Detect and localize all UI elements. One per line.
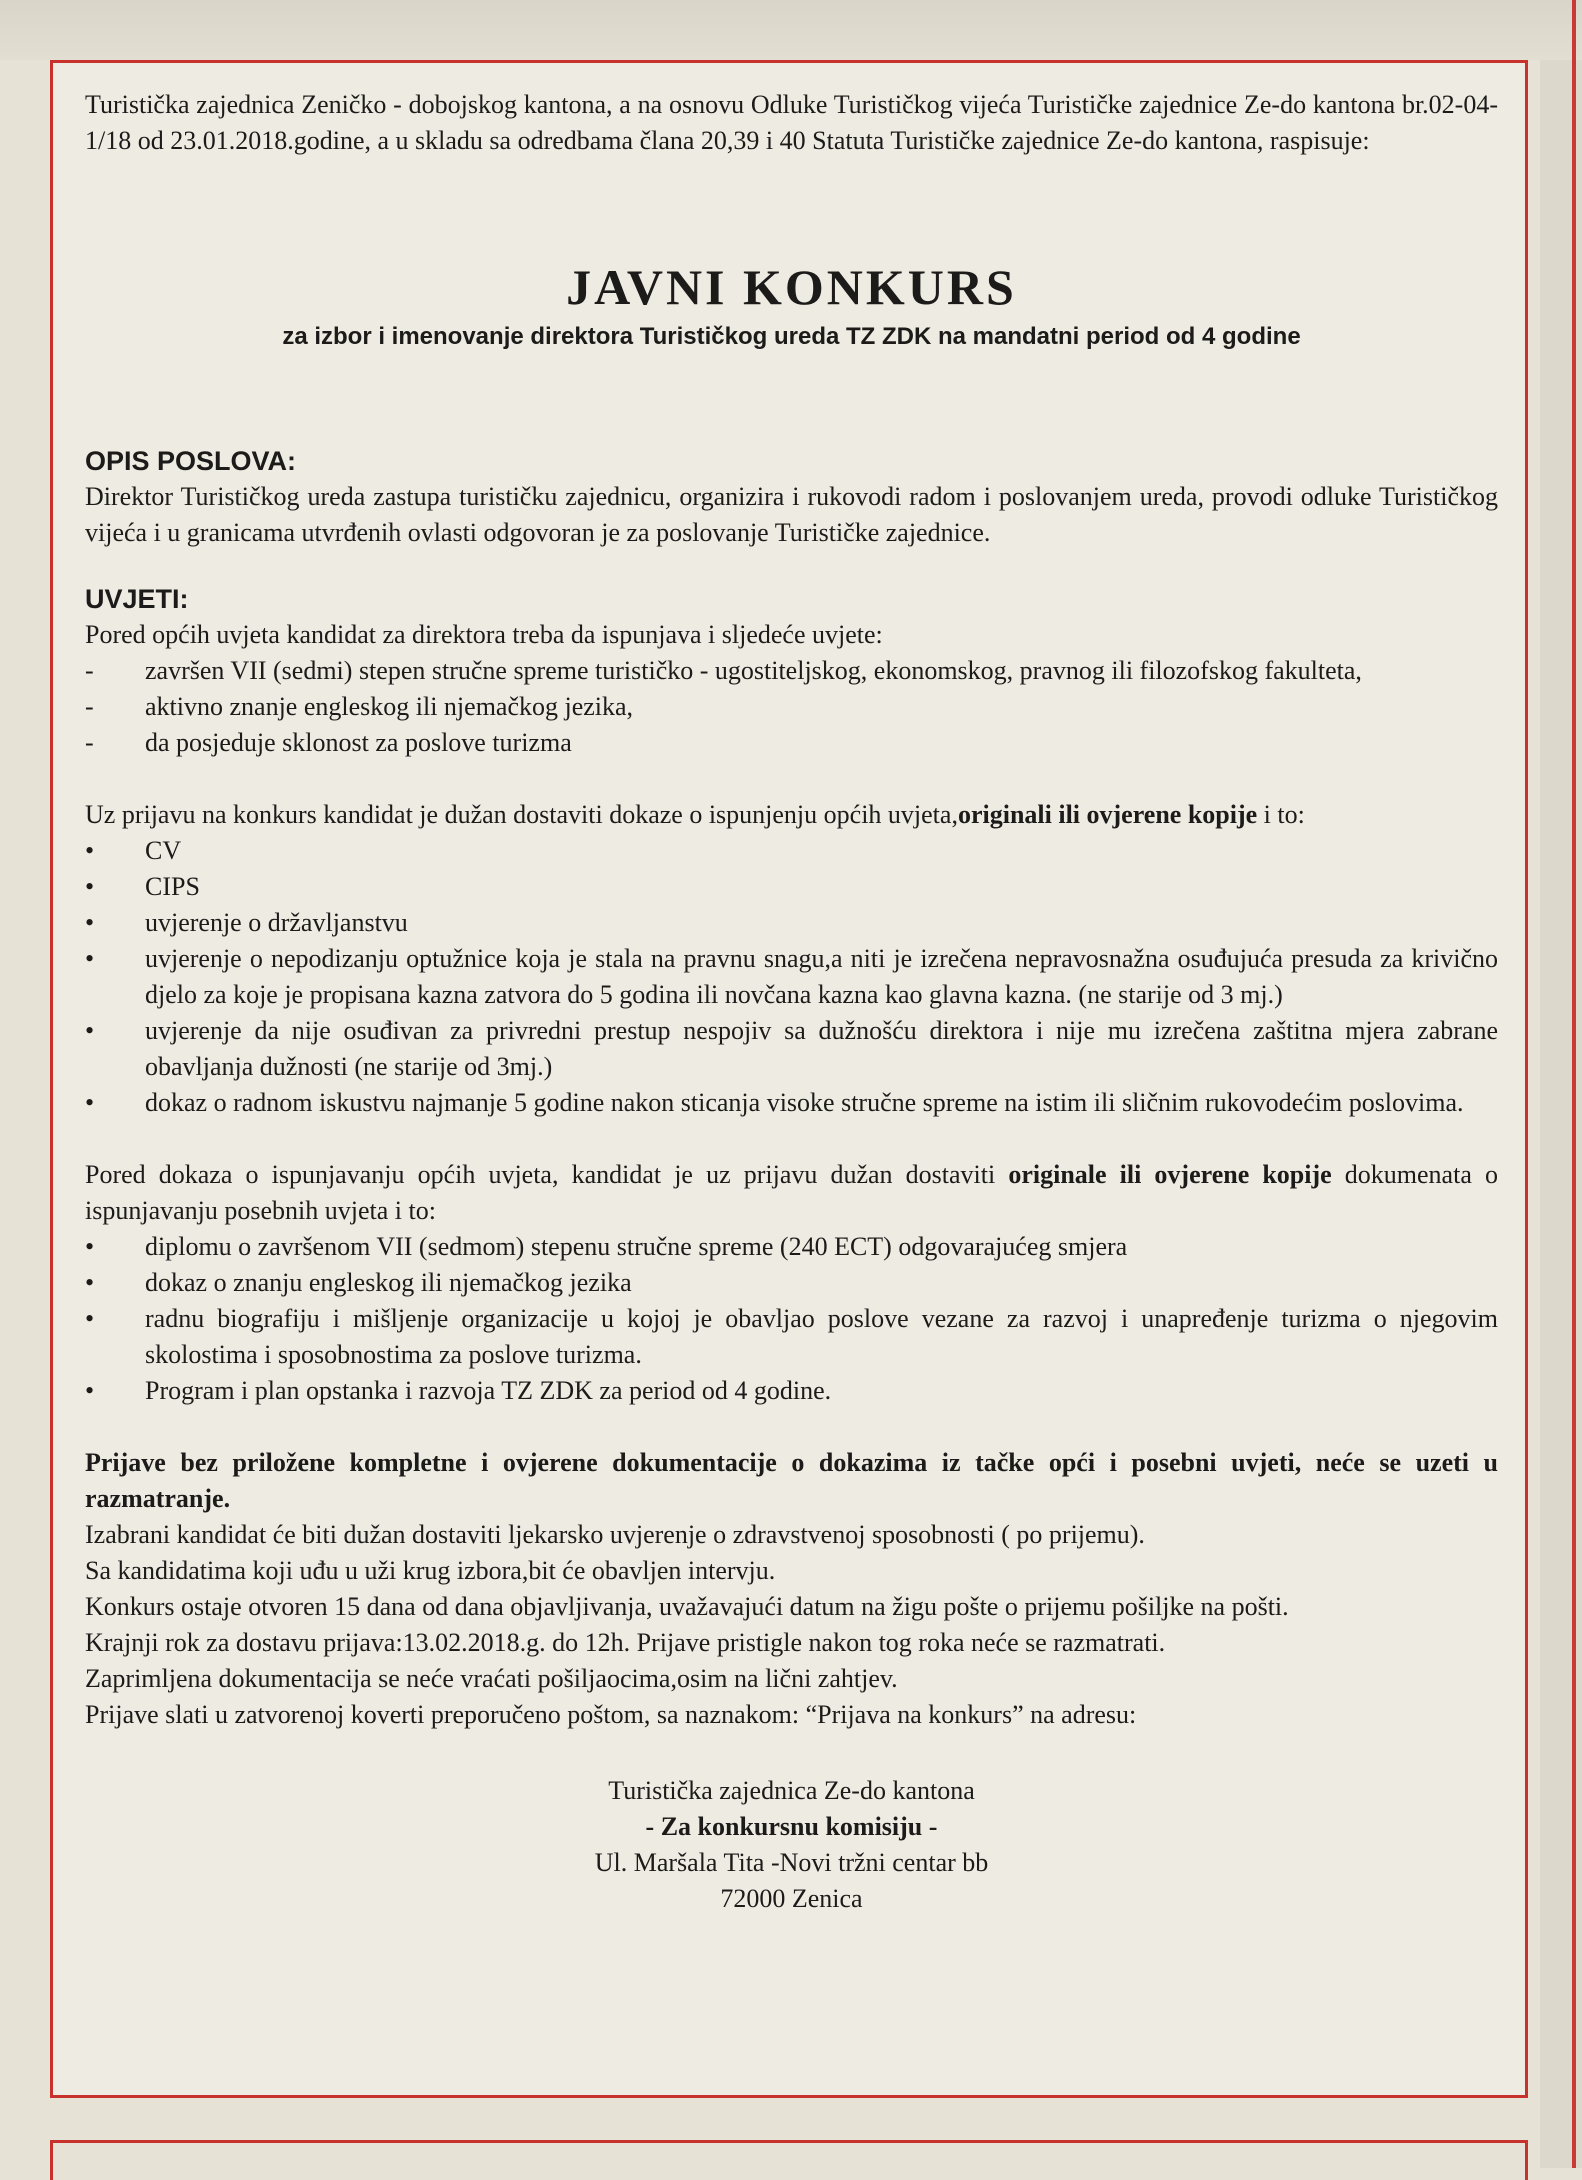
list-item: - završen VII (sedmi) stepen stručne spreme turističko - ugostiteljskog, ekonomskog, pravnog ili filozofskog fakulteta, (85, 653, 1498, 689)
opci-dokazi-lead (85, 797, 1498, 833)
postal-address (85, 1773, 1498, 1917)
opci-dokazi-list (85, 833, 1498, 1121)
uvjeti-heading: UVJETI: (85, 584, 189, 614)
address-line: 72000 Zenica (720, 1884, 863, 1913)
list-item: • uvjerenje da nije osuđivan za privredni prestup nespojiv sa dužnošću direktora i nije mu izrečena zaštitna mjera zabrane obavljanja dužnosti (ne starije od 3mj.) (85, 1013, 1498, 1085)
address-line: Ul. Maršala Tita -Novi tržni centar bb (594, 1848, 989, 1877)
opis-heading: OPIS POSLOVA: (85, 446, 297, 476)
list-item: - da posjeduje sklonost za poslove turizma (85, 725, 1498, 761)
list-item: • CIPS (85, 869, 1498, 905)
lead-bold-text: originali ili ovjerene kopije (957, 800, 1258, 829)
address-line: Turistička zajednica Ze-do kantona (608, 1776, 975, 1805)
opis-text: Direktor Turističkog ureda zastupa turističku zajednicu, organizira i rukovodi radom i poslovanjem ureda, provodi odluke Turističkog vijeća i u granicama utvrđenih ovlasti odgovoran je za poslovanje Turističke zajednice. (85, 482, 1498, 547)
list-item: • diplomu o završenom VII (sedmom) stepenu stručne spreme (240 ECT) odgovarajućeg smjera (85, 1229, 1498, 1265)
list-item: • dokaz o znanju engleskog ili njemačkog jezika (85, 1265, 1498, 1301)
closing-line: Prijave slati u zatvorenoj koverti preporučeno poštom, sa naznakom: “Prijava na konkurs” na adresu: (85, 1700, 1137, 1729)
lead-bold-text: originale ili ovjerene kopije (1008, 1160, 1332, 1189)
address-line: - Za konkursnu komisiju - (645, 1812, 938, 1841)
posebni-dokazi-lead (85, 1157, 1498, 1229)
announcement-frame (50, 60, 1528, 2098)
next-ad-frame (50, 2140, 1528, 2180)
list-item: • uvjerenje o nepodizanju optužnice koja je stala na pravnu snagu,a niti je izrečena nepravosnažna osuđujuća presuda za krivično djelo za koje je propisana kazna zatvora do 5 godina ili novčana kazna kao glavna kazna. (ne starije od 3 mj.) (85, 941, 1498, 1013)
notice-bold: Prijave bez priložene kompletne i ovjerene dokumentacije o dokazima iz tačke opći i posebni uvjeti, neće se uzeti u razmatranje. (85, 1448, 1498, 1513)
list-item: • uvjerenje o državljanstvu (85, 905, 1498, 941)
posebni-dokazi-list (85, 1229, 1498, 1409)
list-item: • Program i plan opstanka i razvoja TZ ZDK za period od 4 godine. (85, 1373, 1498, 1409)
closing-line: Krajnji rok za dostavu prijava:13.02.2018.g. do 12h. Prijave pristigle nakon tog roka neće se razmatrati. (85, 1628, 1166, 1657)
lead-end-text: i to: (1257, 800, 1305, 829)
list-item: • radnu biografiju i mišljenje organizacije u kojoj je obavljao poslove vezane za razvoj i unapređenje turizma o njegovim skolostima i sposobnostima za poslove turizma. (85, 1301, 1498, 1373)
list-item: • CV (85, 833, 1498, 869)
closing-line: Konkurs ostaje otvoren 15 dana od dana objavljivanja, uvažavajući datum na žigu pošte o prijemu pošiljke na pošti. (85, 1592, 1289, 1621)
right-red-rule (1572, 0, 1576, 2168)
intro-paragraph: Turistička zajednica Zeničko - dobojskog kantona, a na osnovu Odluke Turističkog vijeća Turističke zajednice Ze-do kantona br.02-04-1/18 od 23.01.2018.godine, a u skladu sa odredbama člana 20,39 i 40 Statuta Turističke zajednice Ze-do kantona, raspisuje: (85, 90, 1498, 155)
list-item: • dokaz o radnom iskustvu najmanje 5 godine nakon sticanja visoke stručne spreme na istim ili sličnim rukovodećim poslovima. (85, 1085, 1498, 1121)
closing-line: Sa kandidatima koji uđu u uži krug izbora,bit će obavljen intervju. (85, 1556, 776, 1585)
page-subtitle: za izbor i imenovanje direktora Turističkog ureda TZ ZDK na mandatni period od 4 godine (282, 323, 1301, 350)
uvjeti-list (85, 653, 1498, 761)
announcement-content (85, 87, 1498, 1917)
page-title: JAVNI KONKURS (566, 259, 1017, 315)
lead-text: Uz prijavu na konkurs kandidat je dužan dostaviti dokaze o ispunjenju općih uvjeta, (85, 800, 958, 829)
uvjeti-lead: Pored općih uvjeta kandidat za direktora treba da ispunjava i sljedeće uvjete: (85, 620, 883, 649)
closing-line: Izabrani kandidat će biti dužan dostaviti ljekarsko uvjerenje o zdravstvenoj sposobnosti ( po prijemu). (85, 1520, 1145, 1549)
lead-text: Pored dokaza o ispunjavanju općih uvjeta, kandidat je uz prijavu dužan dostaviti (85, 1160, 1009, 1189)
list-item: - aktivno znanje engleskog ili njemačkog jezika, (85, 689, 1498, 725)
newspaper-top-strip (0, 0, 1582, 60)
lead-end-text: dokumenata o ispunjavanju posebnih uvjeta i to: (85, 1160, 1498, 1225)
closing-line: Zaprimljena dokumentacija se neće vraćati pošiljaocima,osim na lični zahtjev. (85, 1664, 898, 1693)
